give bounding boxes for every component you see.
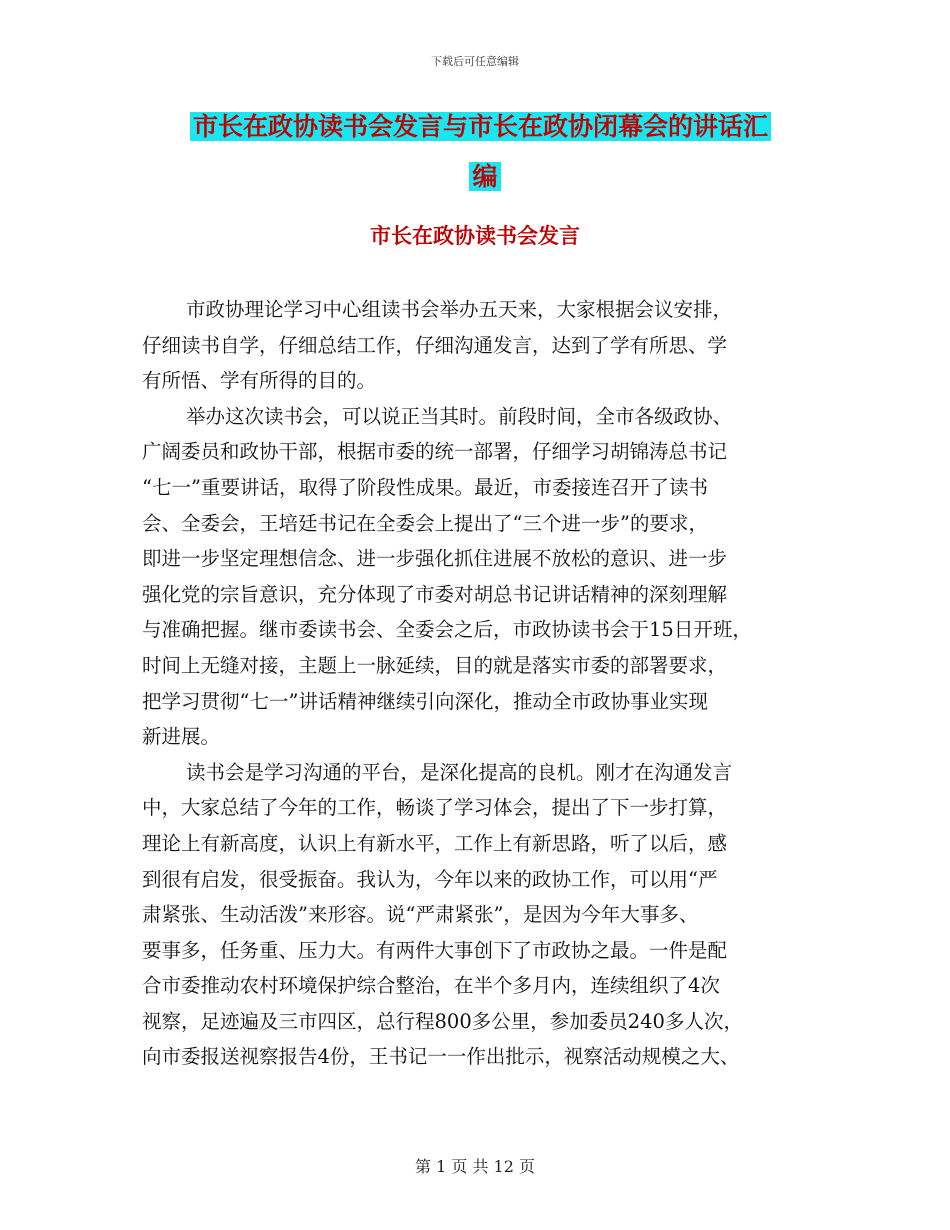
paragraph-line: 向市委报送视察报告4份，王书记一一作出批示，视察活动规模之大、: [142, 1045, 740, 1069]
paragraph-line: 理论上有新高度，认识上有新水平，工作上有新思路，听了以后，感: [142, 831, 728, 855]
document-title: [190, 110, 810, 210]
document-title-line-1: [190, 110, 810, 143]
paragraph-line: 举办这次读书会，可以说正当其时。前段时间，全市各级政协、: [186, 404, 733, 428]
paragraph-line: 视察，足迹遍及三市四区，总行程800多公里，参加委员240多人次，: [142, 1009, 743, 1033]
paragraph-line: 要事多，任务重、压力大。有两件大事创下了市政协之最。一件是配: [142, 938, 728, 962]
paragraph-line: 即进一步坚定理想信念、进一步强化抓住进展不放松的意识、进一步: [142, 547, 728, 571]
paragraph-line: 与准确把握。继市委读书会、全委会之后，市政协读书会于15日开班，: [142, 618, 752, 642]
paragraph-line: 强化党的宗旨意识，充分体现了市委对胡总书记讲话精神的深刻理解: [142, 582, 728, 606]
title-highlight: 市长在政协读书会发言与市长在政协闭幕会的讲话汇: [190, 112, 771, 141]
document-title-line-2: [160, 160, 810, 193]
paragraph-line: 肃紧张、生动活泼”来形容。说“严肃紧张”，是因为今年大事多、: [142, 903, 699, 927]
paragraph-line: 读书会是学习沟通的平台，是深化提高的良机。刚才在沟通发言: [186, 760, 733, 784]
title-highlight: 编: [469, 162, 500, 191]
paragraph-line: “七一”重要讲话，取得了阶段性成果。最近，市委接连召开了读书: [142, 475, 708, 499]
paragraph-line: 中，大家总结了今年的工作，畅谈了学习体会，提出了下一步打算，: [142, 796, 728, 820]
paragraph-line: 新进展。: [142, 725, 221, 749]
page-number-footer: 第 1 页 共 12 页: [415, 1157, 535, 1176]
paragraph-line: 市政协理论学习中心组读书会举办五天来，大家根据会议安排，: [186, 298, 733, 321]
paragraph-line: 把学习贯彻“七一”讲话精神继续引向深化，推动全市政协事业实现: [142, 689, 708, 713]
paragraph-line: 会、全委会，王培廷书记在全委会上提出了“三个进一步”的要求，: [142, 511, 708, 535]
paragraph-line: 时间上无缝对接，主题上一脉延续，目的就是落实市委的部署要求，: [142, 653, 728, 677]
body-text: [142, 292, 812, 1075]
paragraph-line: 合市委推动农村环境保护综合整治，在半个多月内，连续组织了4次: [142, 974, 720, 998]
paragraph-line: 到很有启发，很受振奋。我认为，今年以来的政协工作，可以用“严: [142, 867, 718, 891]
paragraph-line: 广阔委员和政协干部，根据市委的统一部署，仔细学习胡锦涛总书记: [142, 440, 728, 464]
paragraph-line: 有所悟、学有所得的目的。: [142, 369, 377, 393]
paragraph-line: 仔细读书自学，仔细总结工作，仔细沟通发言，达到了学有所思、学: [142, 333, 728, 357]
page-header-note: 下载后可任意编辑: [431, 55, 519, 68]
section-title: 市长在政协读书会发言: [370, 224, 580, 248]
